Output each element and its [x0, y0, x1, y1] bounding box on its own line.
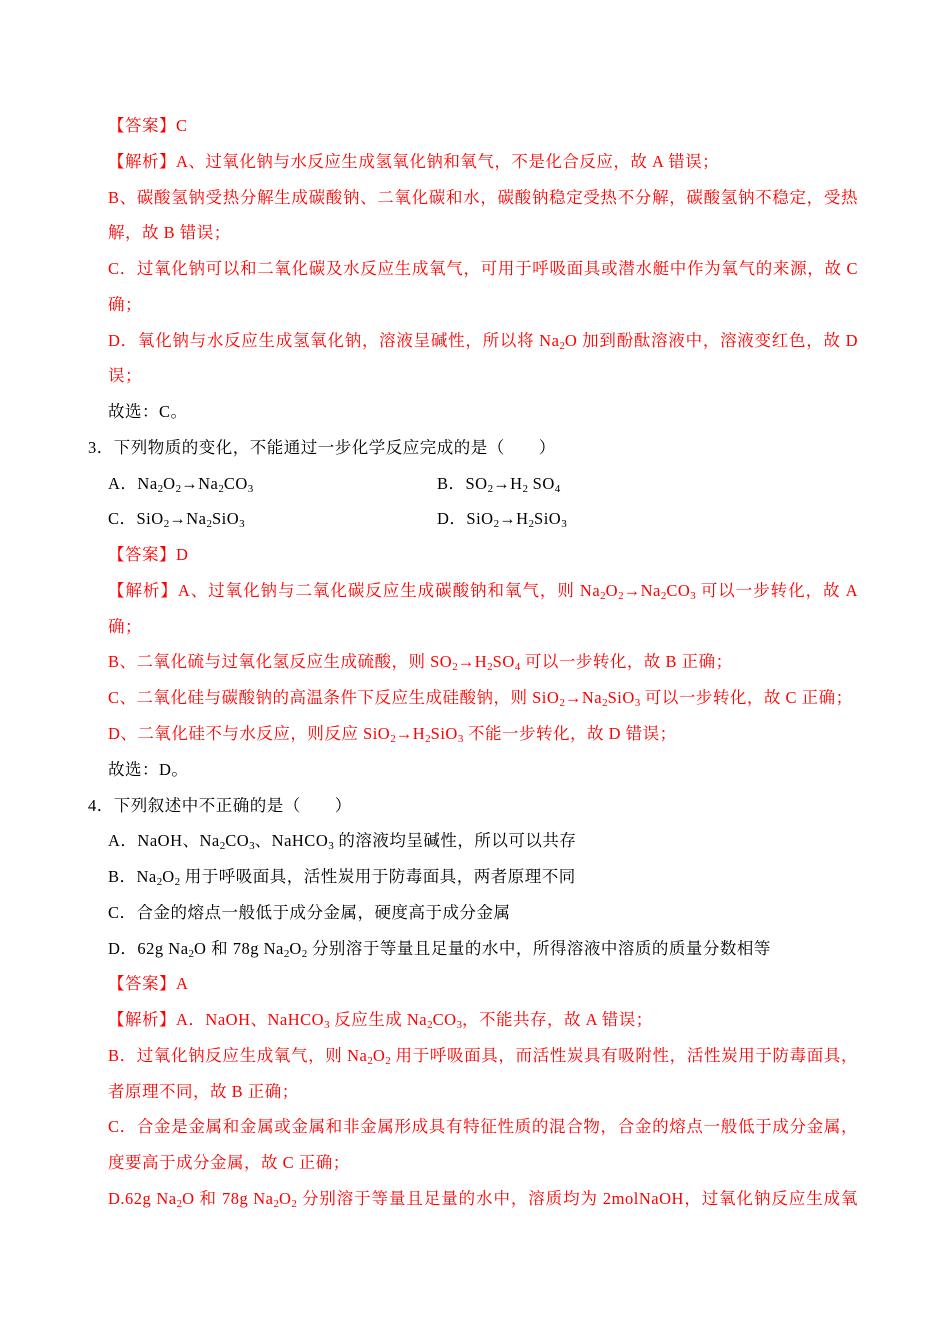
option-a [108, 466, 437, 502]
subscript: 2 [425, 733, 431, 746]
text-run: D．62g Na [108, 938, 189, 958]
answer-line [0, 108, 858, 144]
subscript: 2 [273, 1197, 279, 1210]
text-run: 误； [108, 366, 142, 386]
answer-line [0, 966, 858, 1002]
subscript: 2 [219, 840, 226, 853]
text-run: B、碳酸氢钠受热分解生成碳酸钠、二氧化碳和水，碳酸钠稳定受热不分解，碳酸氢钠不稳定，受热 [108, 187, 858, 207]
conclusion-line [0, 394, 858, 430]
subscript: 2 [175, 482, 182, 495]
subscript: 2 [427, 1019, 433, 1032]
text-run: →Na [564, 688, 603, 708]
text-run: O [289, 938, 302, 958]
text-run: D．SiO [437, 509, 494, 529]
text-run: 用于呼吸面具，而活性炭具有吸附性，活性炭用于防毒面具， [395, 1045, 858, 1065]
subscript: 2 [385, 1054, 391, 1067]
subscript: 2 [157, 482, 164, 495]
subscript: 2 [522, 482, 529, 495]
text-run: O [372, 1045, 386, 1065]
analysis-line [0, 1038, 858, 1074]
text-run: C．合金是金属和金属或金属和非金属形成具有特征性质的混合物，合金的熔点一般低于成分金属， [108, 1117, 858, 1137]
text-run: 【解析】A、过氧化钠与水反应生成氢氧化钠和氧气，不是化合反应，故 A 错误； [108, 151, 720, 171]
option-row [0, 466, 858, 502]
option-d [437, 501, 567, 537]
analysis-line [0, 358, 858, 394]
subscript: 2 [301, 947, 308, 960]
analysis-line [0, 680, 858, 716]
text-run: 的溶液均呈碱性，所以可以共存 [333, 831, 577, 851]
subscript: 2 [390, 733, 396, 746]
text-run: CO [225, 831, 250, 851]
option-b [0, 859, 858, 895]
text-run: CO [432, 1010, 457, 1030]
option-c [108, 501, 437, 537]
text-run: →Na [623, 580, 661, 600]
text-run: 【答案】C [108, 116, 188, 135]
text-run: 4．下列叙述中不正确的是（ ） [88, 795, 352, 815]
text-run: O 和 78g Na [182, 1188, 274, 1208]
answer-line [0, 537, 858, 573]
text-run: 【答案】D [108, 545, 189, 565]
text-run: 可以一步转化，故 A [700, 580, 858, 600]
subscript: 3 [634, 697, 641, 710]
text-run: B．Na [108, 867, 157, 887]
text-run: O [163, 473, 176, 493]
subscript: 2 [176, 1197, 183, 1210]
text-run: →Na [181, 473, 219, 493]
text-run: O 和 78g Na [194, 938, 284, 958]
document-page [0, 108, 950, 1217]
analysis-line [0, 144, 858, 180]
text-run: O 加到酚酞溶液中，溶液变红色，故 D [564, 330, 858, 350]
text-run: O [162, 867, 175, 887]
analysis-line [0, 1109, 858, 1145]
subscript: 2 [618, 589, 624, 602]
question-stem [0, 430, 858, 466]
analysis-line [0, 251, 858, 287]
text-run: B．过氧化钠反应生成氧气，则 Na [108, 1045, 368, 1065]
subscript: 2 [487, 482, 494, 495]
text-run: 确； [108, 616, 142, 636]
conclusion-line [0, 752, 858, 788]
analysis-line [0, 609, 858, 645]
text-run: C、二氧化硅与碳酸钠的高温条件下反应生成硅酸钠，则 SiO [108, 688, 560, 708]
text-run: A．NaOH、Na [108, 831, 220, 851]
subscript: 2 [206, 518, 212, 531]
text-run: SiO [211, 509, 240, 529]
text-run: O [605, 580, 619, 600]
text-run: 【答案】A [108, 974, 189, 994]
subscript: 3 [456, 1019, 462, 1032]
subscript: 2 [493, 518, 500, 531]
subscript: 2 [528, 518, 535, 531]
subscript: 2 [559, 339, 565, 352]
text-run: O [279, 1188, 292, 1208]
text-run: B、二氧化硫与过氧化氢反应生成硫酸，则 SO [108, 652, 453, 672]
analysis-line [0, 1002, 858, 1038]
analysis-line [0, 644, 858, 680]
subscript: 3 [690, 589, 696, 602]
subscript: 3 [328, 840, 334, 853]
subscript: 2 [156, 876, 163, 889]
subscript: 2 [218, 482, 224, 495]
option-a [0, 823, 858, 859]
text-run: SiO [430, 724, 458, 744]
text-run: 分别溶于等量且足量的水中，溶质均为 2molNaOH，过氧化钠反应生成氧 [301, 1188, 858, 1208]
text-run: 【解析】A、过氧化钠与二氧化碳反应生成碳酸钠和氧气，则 Na [108, 580, 601, 600]
text-run: 解，故 B 错误； [108, 223, 231, 243]
text-run: 确； [108, 294, 142, 314]
text-run: 不能一步转化，故 D 错误； [463, 724, 677, 744]
analysis-line [0, 716, 858, 752]
option-d [0, 931, 858, 967]
subscript: 2 [283, 947, 290, 960]
text-run: 可以一步转化，故 B 正确； [520, 652, 733, 672]
subscript: 2 [188, 947, 195, 960]
text-run: 可以一步转化，故 C 正确； [640, 688, 853, 708]
analysis-line [0, 1145, 858, 1181]
text-run: A．Na [108, 473, 158, 493]
text-run: C．合金的熔点一般低于成分金属，硬度高于成分金属 [108, 902, 511, 922]
text-run: SO [528, 473, 555, 493]
text-run: 度要高于成分金属，故 C 正确； [108, 1153, 350, 1173]
subscript: 4 [554, 482, 561, 495]
analysis-line [0, 573, 858, 609]
text-run: D．氧化钠与水反应生成氢氧化钠，溶液呈碱性，所以将 Na [108, 330, 560, 350]
subscript: 3 [247, 482, 254, 495]
text-run: 3．下列物质的变化，不能通过一步化学反应完成的是（ ） [88, 437, 556, 457]
text-run: B．SO [437, 473, 488, 493]
text-run: SO [492, 652, 515, 672]
text-run: C．过氧化钠可以和二氧化碳及水反应生成氧气，可用于呼吸面具或潜水艇中作为氧气的来源，故 C [108, 259, 858, 279]
subscript: 4 [514, 661, 521, 674]
text-run: D、二氧化硅不与水反应，则反应 SiO [108, 724, 391, 744]
text-run: 故选：D。 [108, 759, 189, 779]
text-run: 、NaHCO [254, 831, 329, 851]
option-b [437, 466, 560, 502]
analysis-line [0, 215, 858, 251]
text-run: 分别溶于等量且足量的水中，所得溶液中溶质的质量分数相等 [307, 938, 771, 958]
analysis-line [0, 287, 858, 323]
text-run: →H [457, 652, 488, 672]
text-run: CO [666, 580, 691, 600]
subscript: 2 [291, 1197, 297, 1210]
subscript: 2 [559, 697, 565, 710]
analysis-line [0, 1074, 858, 1110]
option-row [0, 501, 858, 537]
subscript: 2 [600, 589, 606, 602]
text-run: SiO [534, 509, 562, 529]
analysis-line [0, 1181, 858, 1217]
text-run: →H [493, 473, 523, 493]
subscript: 2 [602, 697, 608, 710]
question-stem [0, 788, 858, 824]
option-c [0, 895, 858, 931]
text-run: 故选：C。 [108, 402, 188, 422]
text-run: C．SiO [108, 509, 164, 529]
subscript: 2 [367, 1054, 373, 1067]
subscript: 2 [487, 661, 493, 674]
text-run: ，不能共存，故 A 错误； [462, 1010, 653, 1030]
subscript: 3 [457, 733, 464, 746]
subscript: 3 [239, 518, 245, 531]
subscript: 2 [660, 589, 667, 602]
subscript: 3 [561, 518, 567, 531]
subscript: 2 [452, 661, 458, 674]
text-run: →H [395, 724, 426, 744]
text-run: →Na [169, 509, 207, 529]
text-run: →H [499, 509, 529, 529]
subscript: 3 [324, 1019, 330, 1032]
text-run: 反应生成 Na [329, 1010, 428, 1030]
subscript: 2 [163, 518, 170, 531]
text-run: 【解析】A．NaOH、NaHCO [108, 1010, 325, 1030]
text-run: 者原理不同，故 B 正确； [108, 1081, 299, 1101]
analysis-line [0, 180, 858, 216]
subscript: 3 [249, 840, 255, 853]
text-run: D.62g Na [108, 1188, 177, 1208]
text-run: SiO [607, 688, 635, 708]
text-run: CO [223, 473, 248, 493]
text-run: 用于呼吸面具，活性炭用于防毒面具，两者原理不同 [180, 867, 576, 887]
subscript: 2 [174, 876, 181, 889]
analysis-line [0, 323, 858, 359]
